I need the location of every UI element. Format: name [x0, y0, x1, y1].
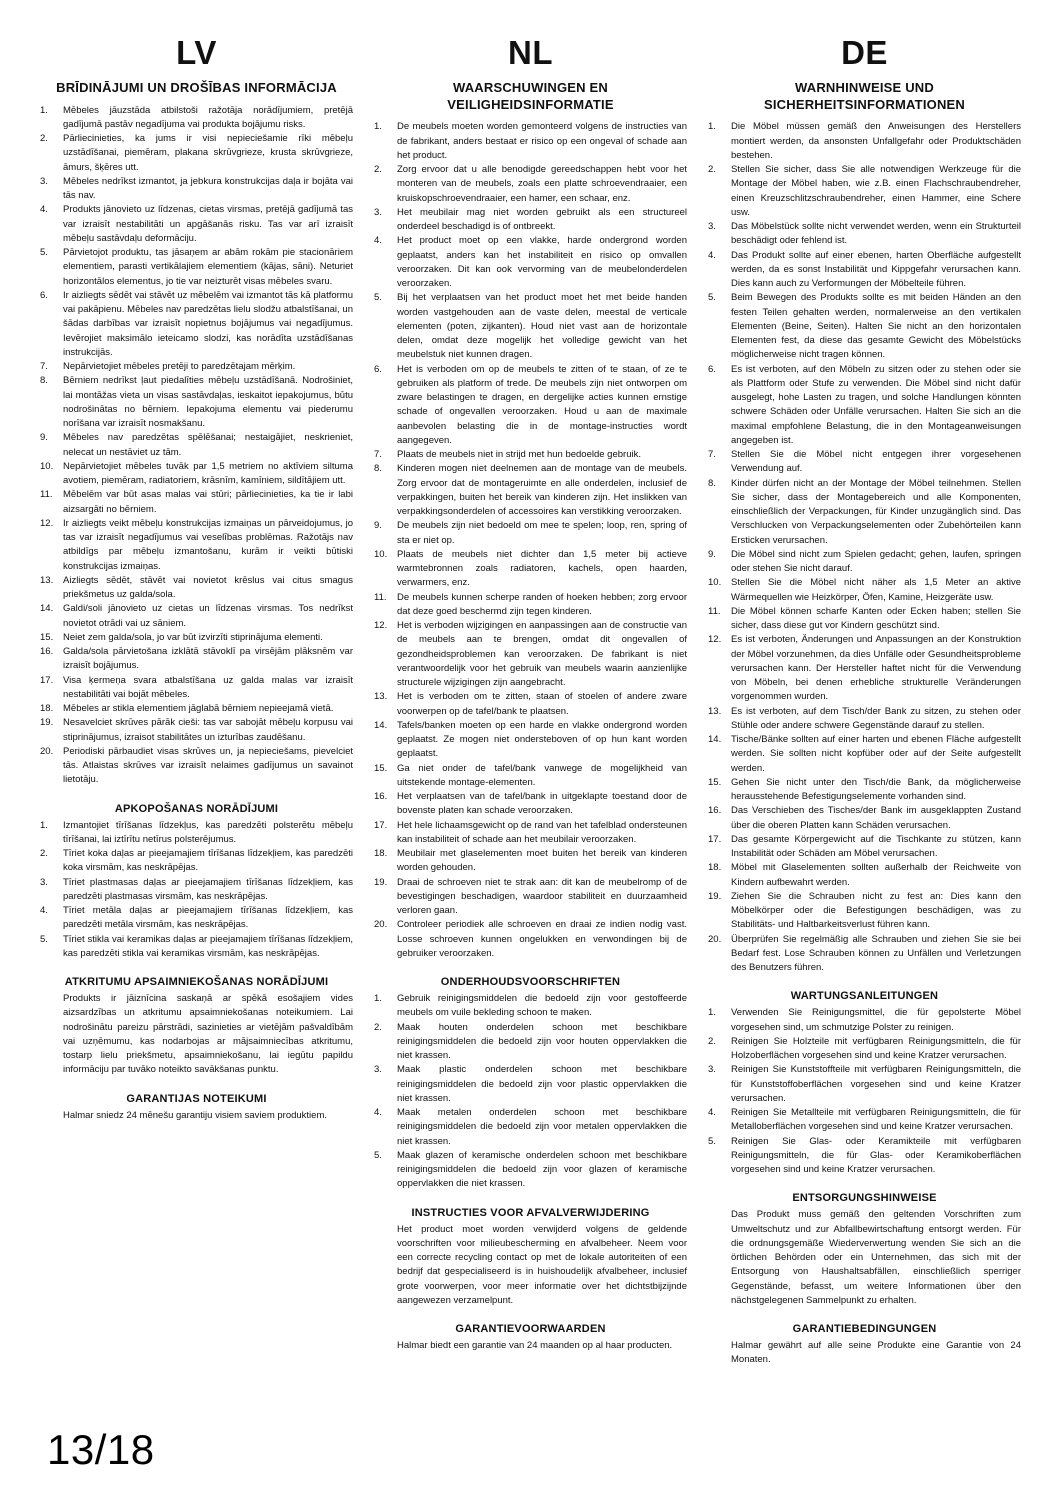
item-number: 13.: [40, 574, 54, 586]
item-text: Mēbeles jāuzstāda atbilstoši ražotāja norādījumiem, pretējā gadījumā pastāv negadījuma vai produkta bojājumu risks.: [63, 104, 353, 130]
item-text: De meubels zijn niet bedoeld om mee te spelen; loop, ren, spring of sta er niet op.: [397, 520, 687, 546]
item-text: Tīriet koka daļas ar pieejamajiem tīrīšanas līdzekļiem, kas paredzēti koka virsmām, kas neskrāpējas.: [63, 848, 353, 874]
section-item-list: [708, 1006, 1021, 1177]
warning-item: [708, 249, 1021, 292]
item-text: Die Möbel sind nicht zum Spielen gedacht; gehen, laufen, springen oder stehen Sie nicht darauf.: [731, 548, 1021, 575]
item-number: 16.: [708, 805, 722, 817]
warning-item: [374, 291, 687, 362]
section-item: [40, 904, 353, 933]
warning-item: [40, 431, 353, 460]
item-number: 18.: [40, 703, 54, 715]
section-paragraph: Het product moet worden verwijderd volgens de geldende voorschriften voor milieubescherming en afvalbeheer. Neem voor een correcte recycling contact op met de lokale autoriteiten of een bedrijf dat gespecialiseerd is in huishoudelijk afvalbeheer, inclusief grote voorwerpen, voor meer informatie over het dichtstbijzijnde aangewezen verzamelpunt.: [397, 1223, 687, 1306]
item-text: Gehen Sie nicht unter den Tisch/die Bank, da möglicherweise herausstehende Befestigungselemente vorhanden sind.: [731, 776, 1021, 803]
item-number: 15.: [374, 762, 388, 774]
item-text: Reinigen Sie Holzteile mit verfügbaren Reinigungsmitteln, die für Holzoberflächen vorgesehen sind und keine Kratzer verursachen.: [731, 1035, 1021, 1062]
section-heading: INSTRUCTIES VOOR AFVALVERWIJDERING: [411, 1206, 650, 1219]
section-heading: WARTUNGSANLEITUNGEN: [790, 990, 939, 1003]
section-heading: ONDERHOUDSVOORSCHRIFTEN: [440, 976, 621, 989]
item-text: Het verplaatsen van de tafel/bank in uitgeklapte toestand door de bovenste platen kan schade veroorzaken.: [397, 791, 687, 817]
item-number: 5.: [374, 292, 382, 304]
warning-item: [374, 462, 687, 519]
warning-item: [374, 448, 687, 462]
section-item: [40, 847, 353, 876]
item-text: Nesavelciet skrūves pārāk cieši: tas var sabojāt mēbeļu korpusu vai stiprinājumus, izraisot stabilitātes un izturības zaudēšanu.: [63, 717, 353, 743]
item-number: 3.: [708, 221, 716, 233]
item-text: Pārliecinieties, ka jums ir visi nepieciešamie rīki mēbeļu uzstādīšanai, piemēram, plakana skrūvgrieze, krusta skrūvgrieze, āmurs, šķēres utt.: [63, 133, 353, 173]
warning-item: [708, 633, 1021, 704]
item-number: 2.: [374, 1021, 382, 1033]
item-text: De meubels moeten worden gemonteerd volgens de instructies van de fabrikant, anders bestaat er risico op een ongeval of schade aan het product.: [397, 121, 687, 161]
item-text: Kinderen mogen niet deelnemen aan de montage van de meubels. Zorg ervoor dat de montageruimte en alle onderdelen, inclusief de verpakkingen, buiten het bereik van kinderen zijn. Het inslikken van verpakkingsonderdelen of accessoires kan verstikking veroorzaken.: [397, 463, 687, 518]
item-text: Draai de schroeven niet te strak aan: dit kan de meubelromp of de bevestigingen beschadigen, waardoor stabiliteit en duurzaamheid verloren gaan.: [397, 876, 687, 917]
item-number: 11.: [374, 591, 387, 603]
item-text: Visa ķermeņa svara atbalstīšana uz galda malas var izraisīt nestabilitāti vai bojāt mēbeles.: [63, 674, 353, 700]
section-item: [374, 1021, 687, 1064]
item-number: 2.: [708, 164, 716, 176]
item-number: 1.: [40, 104, 48, 116]
item-text: Ir aizliegts sēdēt vai stāvēt uz mēbelēm vai izmantot tās kā platformu vai pakāpienu. Mēbeles nav paredzētas lielu slodžu atbalstīšanai, un šādas darbības var izraisīt nopietnus bojājumus vai negadījumus. Ievērojiet maksimālo ieteicamo slodzi, kas norādīta uzstādīšanas instrukcijās.: [63, 289, 353, 358]
warning-item: [374, 206, 687, 235]
item-number: 8.: [374, 463, 382, 475]
item-number: 5.: [374, 1149, 382, 1161]
item-text: Tafels/banken moeten op een harde en vlakke ondergrond worden geplaatst. Ze mogen niet ondersteboven of op hun kant worden geplaatst.: [397, 719, 687, 760]
warning-item: [40, 488, 353, 517]
item-number: 16.: [374, 791, 388, 803]
section-heading: GARANTIEVOORWAARDEN: [455, 1323, 606, 1336]
warning-item-list: [374, 120, 687, 961]
item-number: 4.: [708, 249, 716, 261]
warning-item: [40, 631, 353, 645]
item-text: Das gesamte Körpergewicht auf die Tischkante zu stützen, kann Instabilität oder Schäden am Möbel verursachen.: [731, 833, 1021, 860]
item-text: Controleer periodiek alle schroeven en draai ze indien nodig vast. Losse schroeven kunnen ongelukken en verwondingen bij de gebruiker veroorzaken.: [397, 919, 687, 959]
section-item: [374, 1149, 687, 1192]
item-number: 12.: [708, 634, 722, 646]
warning-item: [40, 360, 353, 374]
item-number: 18.: [708, 862, 722, 874]
item-text: Het product moet op een vlakke, harde ondergrond worden geplaatst, anders kan het instabiliteit en risico op omvallen veroorzaken. Dit kan ook vervorming van de meubelonderdelen veroorzaken.: [397, 235, 687, 290]
item-number: 6.: [708, 363, 716, 375]
item-number: 5.: [40, 247, 48, 259]
item-number: 13.: [374, 691, 388, 703]
item-text: Stellen Sie sicher, dass Sie alle notwendigen Werkzeuge für die Montage der Möbel haben, wie z.B. einen Flachschraubendreher, einen Kreuzschlitzschraubendreher, einen Hammer, eine Schere usw.: [731, 164, 1021, 218]
language-code-heading: DE: [841, 34, 888, 71]
warning-item: [374, 519, 687, 548]
item-number: 3.: [40, 175, 48, 187]
item-number: 14.: [40, 603, 54, 615]
item-number: 9.: [708, 548, 716, 560]
language-code-heading: LV: [176, 34, 217, 71]
section-paragraph: Halmar biedt een garantie van 24 maanden op al haar producten.: [397, 1340, 673, 1352]
warning-item: [374, 762, 687, 791]
item-text: Mēbeles nav paredzētas spēlēšanai; nestaigājiet, neskrieniet, nelecat un nestāviet uz tām.: [63, 432, 353, 458]
column-title-line: WAARSCHUWINGEN EN: [452, 79, 609, 95]
item-text: Das Verschieben des Tisches/der Bank im ausgeklappten Zustand über die oberen Platten kann Schäden verursachen.: [731, 805, 1021, 831]
section-heading: ENTSORGUNGSHINWEISE: [792, 1192, 937, 1205]
item-number: 19.: [708, 890, 722, 902]
item-text: Maak plastic onderdelen schoon met beschikbare reinigingsmiddelen die bedoeld zijn voor plastic oppervlakken die niet krassen.: [397, 1064, 687, 1104]
item-number: 14.: [708, 734, 722, 746]
column-title: [708, 80, 1021, 114]
item-number: 3.: [40, 876, 48, 888]
item-text: Produkts jānovieto uz līdzenas, cietas virsmas, pretējā gadījumā tas var izraisīt nestabilitāti un apgāšanās risku. Tas var arī izraisīt mēbeļu sastāvdaļu deformāciju.: [63, 204, 353, 244]
item-text: Es ist verboten, auf dem Tisch/der Bank zu sitzen, zu stehen oder Stühle oder andere schwere Gegenstände darauf zu stellen.: [731, 705, 1021, 731]
column-title-line: BRĪDINĀJUMI UN DROŠĪBAS INFORMĀCIJA: [56, 79, 337, 95]
item-number: 12.: [374, 620, 388, 632]
warning-item: [40, 645, 353, 674]
warning-item: [708, 291, 1021, 362]
warning-item-list: [708, 120, 1021, 975]
warning-item: [708, 548, 1021, 577]
item-text: Ir aizliegts veikt mēbeļu konstrukcijas izmaiņas un pārveidojumus, jo tas var izraisīt negadījumus vai veselības problēmas. Ražotājs nav atbildīgs par mēbeļu izmantošanu, kurām ir veikti būtiski konstrukcijas izmaiņas.: [63, 517, 353, 572]
item-number: 2.: [374, 164, 382, 176]
warning-item: [374, 591, 687, 620]
section-item: [40, 819, 353, 848]
column-lv: [40, 36, 353, 1123]
warning-item: [708, 605, 1021, 634]
item-text: Tīriet stikla vai keramikas daļas ar pieejamajiem tīrīšanas līdzekļiem, kas paredzēti stikla vai keramikas virsmām, kas neskrāpējas.: [63, 933, 353, 959]
item-text: Gebruik reinigingsmiddelen die bedoeld zijn voor gestoffeerde meubels om vuile bekleding schoon te maken.: [397, 993, 687, 1019]
item-text: Pārvietojot produktu, tas jāsaņem ar abām rokām pie stacionāriem elementiem, parasti vertikālajiem elementiem (kājas, sāni). Neturiet horizontālos elementus, jo tie var neizturēt visas mēbeles svaru.: [63, 247, 353, 287]
item-text: Het meubilair mag niet worden gebruikt als een structureel onderdeel beschadigd is of ontbreekt.: [397, 206, 687, 233]
warning-item: [40, 602, 353, 631]
warning-item: [40, 203, 353, 246]
item-text: Es ist verboten, Änderungen und Anpassungen an der Konstruktion der Möbel vorzunehmen, da dies Unfälle oder Gesundheitsprobleme verursachen kann. Der Hersteller haftet nicht für die Verwendung von Möbeln, bei denen erhebliche strukturelle Veränderungen vorgenommen wurden.: [731, 634, 1021, 703]
item-number: 11.: [708, 605, 721, 617]
warning-item: [374, 120, 687, 163]
item-text: Überprüfen Sie regelmäßig alle Schrauben und ziehen Sie sie bei Bedarf fest. Lose Schrauben können zu Unfällen und Verletzungen des Benutzers führen.: [731, 933, 1021, 974]
item-text: Het is verboden om te zitten, staan of stoelen of andere zware voorwerpen op de tafel/bank te plaatsen.: [397, 691, 687, 717]
item-text: Tīriet plastmasas daļas ar pieejamajiem tīrīšanas līdzekļiem, kas paredzēti plastmasas virsmām, kas neskrāpējas.: [63, 876, 353, 902]
item-number: 7.: [708, 449, 716, 461]
item-text: Periodiski pārbaudiet visas skrūves un, ja nepieciešams, pievelciet tās. Atlaistas skrūves var izraisīt nelaimes gadījumus un savainot lietotāju.: [63, 745, 353, 786]
warning-item: [708, 861, 1021, 890]
warning-item: [40, 132, 353, 175]
item-text: Het is verboden om op de meubels te zitten of te staan, of ze te gebruiken als platform of trede. De meubels zijn niet ontworpen om zware belastingen te dragen, en dergelijke acties kunnen ernstige schade of ongevallen veroorzaken. Houd u aan de maximale aanbevolen belasting die in de montage-instructies wordt aangegeven.: [397, 363, 687, 446]
item-number: 8.: [708, 477, 716, 489]
warning-item: [40, 175, 353, 204]
warning-item: [40, 517, 353, 574]
item-number: 14.: [374, 719, 388, 731]
item-number: 2.: [40, 133, 48, 145]
column-title-line: VEILIGHEIDSINFORMATIE: [447, 96, 614, 112]
item-number: 11.: [40, 489, 53, 501]
warning-item: [40, 716, 353, 745]
section-heading: APKOPOŠANAS NORĀDĪJUMI: [114, 802, 279, 815]
item-text: Galdi/soli jānovieto uz cietas un līdzenas virsmas. Tos nedrīkst novietot otrādi vai uz sāniem.: [63, 603, 353, 629]
warning-item: [708, 776, 1021, 805]
warning-item: [708, 705, 1021, 734]
item-number: 1.: [374, 121, 382, 133]
warning-item: [708, 733, 1021, 776]
column-title-line: WARNHINWEISE UND: [795, 79, 934, 95]
item-number: 3.: [708, 1064, 716, 1076]
warning-item: [40, 289, 353, 360]
section-item-list: [374, 992, 687, 1192]
item-text: Möbel mit Glaselementen sollten außerhalb der Reichweite von Kindern aufbewahrt werden.: [731, 862, 1021, 888]
section-heading: GARANTIJAS NOTEIKUMI: [126, 1092, 267, 1105]
warning-item: [708, 448, 1021, 477]
item-number: 20.: [40, 745, 54, 757]
warning-item: [708, 933, 1021, 976]
item-text: Beim Bewegen des Produkts sollte es mit beiden Händen an den festen Teilen gehalten werden, normalerweise an den vertikalen Elementen (Beine, Seiten). Halten Sie nicht an den horizontalen Elementen fest, da diese das gesamte Gewicht des Möbelstücks möglicherweise nicht tragen können.: [731, 292, 1021, 361]
section-item-list: [40, 819, 353, 962]
item-text: Reinigen Sie Glas- oder Keramikteile mit verfügbaren Reinigungsmitteln, die für Glas- oder Keramikoberflächen vorgesehen sind und keine Kratzer verursachen.: [731, 1135, 1021, 1176]
item-text: Meubilair met glaselementen moet buiten het bereik van kinderen worden gehouden.: [397, 848, 687, 874]
item-number: 5.: [40, 933, 48, 945]
warning-item: [374, 819, 687, 848]
item-text: Das Produkt sollte auf einer ebenen, harten Oberfläche aufgestellt werden, da es sonst Instabilität und Kippgefahr verursachen kann. Dies kann auch zu Verformungen der Möbelteile führen.: [731, 249, 1021, 290]
warning-item: [374, 847, 687, 876]
item-text: Maak houten onderdelen schoon met beschikbare reinigingsmiddelen die bedoeld zijn voor houten oppervlakken die niet krassen.: [397, 1021, 687, 1062]
item-text: Verwenden Sie Reinigungsmittel, die für gepolsterte Möbel vorgesehen sind, um schmutzige Polster zu reinigen.: [731, 1007, 1021, 1033]
item-number: 10.: [708, 577, 722, 589]
item-text: Plaats de meubels niet in strijd met hun bedoelde gebruik.: [397, 449, 641, 461]
item-text: Stellen Sie die Möbel nicht näher als 1,5 Meter an aktive Wärmequellen wie Heizkörper, Öfen, Kamine, Heizgeräte usw.: [731, 577, 1021, 603]
section-item: [708, 1035, 1021, 1064]
section-item: [708, 1135, 1021, 1178]
item-text: Bij het verplaatsen van het product moet het met beide handen worden vastgehouden aan de vaste delen, meestal de verticale elementen (poten, zijkanten). Houd niet vast aan de horizontale delen, omdat deze mogelijk het volledige gewicht van het meubelstuk niet kunnen dragen.: [397, 292, 687, 361]
item-text: Maak metalen onderdelen schoon met beschikbare reinigingsmiddelen die bedoeld zijn voor metalen oppervlakken die niet krassen.: [397, 1107, 687, 1147]
item-number: 19.: [374, 876, 388, 888]
item-text: Het hele lichaamsgewicht op de rand van het tafelblad ondersteunen kan instabiliteit of schade aan het meubilair veroorzaken.: [397, 819, 687, 845]
item-text: Aizliegts sēdēt, stāvēt vai novietot krēslus vai citus smagus priekšmetus uz galda/sola.: [63, 574, 353, 601]
item-text: Reinigen Sie Metallteile mit verfügbaren Reinigungsmitteln, die für Metalloberflächen vorgesehen sind und keine Kratzer verursachen.: [731, 1107, 1021, 1133]
item-text: Es ist verboten, auf den Möbeln zu sitzen oder zu stehen oder sie als Plattform oder Stufe zu verwenden. Die Möbel sind nicht dafür ausgelegt, hohe Lasten zu tragen, und solche Handlungen könnten schwere Schäden oder Unfälle verursachen. Halten Sie sich an die maximal empfohlene Belastung, die in den Montageanweisungen angegeben ist.: [731, 363, 1021, 446]
item-number: 12.: [40, 517, 54, 529]
item-text: Stellen Sie die Möbel nicht entgegen ihrer vorgesehenen Verwendung auf.: [731, 449, 1021, 475]
item-text: Das Möbelstück sollte nicht verwendet werden, wenn ein Strukturteil beschädigt oder fehlend ist.: [731, 221, 1021, 247]
item-number: 3.: [374, 1064, 382, 1076]
warning-item: [708, 576, 1021, 605]
warning-item: [708, 163, 1021, 220]
item-text: Mēbeles nedrīkst izmantot, ja jebkura konstrukcijas daļa ir bojāta vai tās nav.: [63, 175, 353, 202]
item-text: Bērniem nedrīkst ļaut piedalīties mēbeļu uzstādīšanā. Nodrošiniet, lai montāžas vieta un visas sastāvdaļas, ieskaitot iepakojumus, būtu nodrošinātas no bērniem. Iepakojuma elementu vai piederumu norīšana var izraisīt nosmakšanu.: [63, 375, 353, 430]
warning-item: [40, 745, 353, 788]
section-paragraph: Das Produkt muss gemäß den geltenden Vorschriften zum Umweltschutz und zur Abfallbewirtschaftung entsorgt werden. Für die ordnungsgemäße Wiederverwertung wenden Sie sich an die örtlichen Behörden oder ein Unternehmen, das sich mit der Entsorgung von Haushaltsabfällen, einschließlich sperriger Gegenstände, befasst, um weitere Informationen über den nächstgelegenen Sammelpunkt zu erhalten.: [731, 1209, 1021, 1306]
warning-item: [708, 804, 1021, 833]
item-number: 4.: [374, 235, 382, 247]
section-item: [40, 933, 353, 962]
item-text: De meubels kunnen scherpe randen of hoeken hebben; zorg ervoor dat deze goed beschermd zijn tegen kinderen.: [397, 591, 687, 617]
item-text: Kinder dürfen nicht an der Montage der Möbel teilnehmen. Stellen Sie sicher, dass der Montagebereich und alle Komponenten, einschließlich der Verpackungen, für Kinder unzugänglich sind. Das Verschlucken von Verpackungselementen oder Zubehörteilen kann Ersticken verursachen.: [731, 477, 1021, 546]
item-text: Galda/sola pārvietošana izklātā stāvoklī pa virsējām plāksnēm var izraisīt bojājumus.: [63, 646, 353, 672]
item-text: Plaats de meubels niet dichter dan 1,5 meter bij actieve warmtebronnen zoals radiatoren, kachels, open haarden, verwarmers, enz.: [397, 548, 687, 589]
item-number: 4.: [40, 204, 48, 216]
item-text: Neiet zem galda/sola, jo var būt izvirzīti stiprinājuma elementi.: [63, 631, 323, 643]
item-number: 20.: [708, 933, 722, 945]
item-text: Die Möbel können scharfe Kanten oder Ecken haben; stellen Sie sicher, dass diese gut vor Kindern geschützt sind.: [731, 605, 1021, 632]
item-text: Maak glazen of keramische onderdelen schoon met beschikbare reinigingsmiddelen die bedoeld zijn voor glazen of keramische oppervlakken die niet krassen.: [397, 1149, 687, 1190]
item-number: 13.: [708, 705, 722, 717]
warning-item: [40, 246, 353, 289]
warning-item: [374, 163, 687, 206]
page-number: 13/18: [47, 1426, 155, 1473]
column-title: [40, 80, 353, 97]
item-number: 19.: [40, 717, 54, 729]
item-text: Ziehen Sie die Schrauben nicht zu fest an: Dies kann den Möbelkörper oder die Befestigungen beschädigen, was zu Stabilitäts- und Haltbarkeitsverlust führen kann.: [731, 890, 1021, 931]
item-text: Tīriet metāla daļas ar pieejamajiem tīrīšanas līdzekļiem, kas paredzēti metāla virsmām, kas neskrāpējas.: [63, 905, 353, 931]
section-item: [708, 1063, 1021, 1106]
warning-item: [374, 234, 687, 291]
item-text: Reinigen Sie Kunststoffteile mit verfügbaren Reinigungsmitteln, die für Kunststoffoberflächen vorgesehen sind und keine Kratzer verursachen.: [731, 1064, 1021, 1104]
warning-item: [708, 120, 1021, 163]
item-text: Tische/Bänke sollten auf einer harten und ebenen Fläche aufgestellt werden. Sie sollten nicht kopfüber oder auf der Seite aufgestellt werden.: [731, 734, 1021, 774]
item-number: 1.: [708, 1007, 716, 1019]
item-text: Zorg ervoor dat u alle benodigde gereedschappen hebt voor het monteren van de meubels, zoals een platte schroevendraaier, een kruiskopschroevendraaier, een hamer, een schaar, enz.: [397, 164, 687, 204]
section-heading: GARANTIEBEDINGUNGEN: [792, 1323, 937, 1336]
item-number: 6.: [374, 363, 382, 375]
item-text: Ga niet onder de tafel/bank vanwege de mogelijkheid van uitstekende montage-elementen.: [397, 762, 687, 788]
item-number: 9.: [374, 520, 382, 532]
item-number: 2.: [708, 1035, 716, 1047]
item-text: Het is verboden wijzigingen en aanpassingen aan de constructie van de meubels aan te brengen, omdat dit ongevallen of gezondheidsproblemen kan veroorzaken. De fabrikant is niet verantwoordelijk voor het gebruik van meubels waarin aanzienlijke structurele wijzigingen zijn aangebracht.: [397, 620, 687, 689]
item-number: 4.: [40, 905, 48, 917]
section-heading: ATKRITUMU APSAIMNIEKOŠANAS NORĀDĪJUMI: [64, 976, 329, 989]
item-number: 17.: [708, 833, 722, 845]
column-de: [708, 36, 1021, 1368]
item-number: 1.: [40, 819, 48, 831]
warning-item: [374, 790, 687, 819]
item-number: 17.: [374, 819, 388, 831]
item-number: 5.: [708, 1135, 716, 1147]
column-nl: [374, 36, 687, 1353]
warning-item: [374, 719, 687, 762]
warning-item: [40, 574, 353, 603]
warning-item: [374, 690, 687, 719]
item-text: Die Möbel müssen gemäß den Anweisungen des Herstellers montiert werden, da ansonsten Unfallgefahr oder Produktschäden bestehen.: [731, 121, 1021, 161]
item-number: 18.: [374, 848, 388, 860]
item-number: 6.: [40, 289, 48, 301]
item-number: 4.: [708, 1107, 716, 1119]
section-item: [374, 1063, 687, 1106]
item-number: 7.: [40, 361, 48, 373]
warning-item: [708, 833, 1021, 862]
section-paragraph: Produkts ir jāiznīcina saskaņā ar spēkā esošajiem vides aizsardzības un atkritumu apsaimniekošanas noteikumiem. Lai nodrošinātu pareizu pārstrādi, sazinieties ar vietējām pašvaldībām vai uzņēmumu, kas nodarbojas ar mājsaimniecības atkritumu, tostarp lielu priekšmetu, apsaimniekošanu, lai iegūtu papildu informāciju par tuvāko noteikto savākšanas punktu.: [63, 993, 353, 1076]
warning-item: [708, 220, 1021, 249]
section-item: [708, 1106, 1021, 1135]
language-code-heading: NL: [508, 34, 553, 71]
item-number: 7.: [374, 449, 382, 461]
item-number: 2.: [40, 848, 48, 860]
item-number: 9.: [40, 432, 48, 444]
section-paragraph: Halmar gewährt auf alle seine Produkte eine Garantie von 24 Monaten.: [731, 1340, 1021, 1366]
warning-item: [40, 702, 353, 716]
section-paragraph: Halmar sniedz 24 mēnešu garantiju visiem saviem produktiem.: [63, 1109, 328, 1121]
item-number: 10.: [40, 460, 54, 472]
item-number: 5.: [708, 292, 716, 304]
item-number: 1.: [708, 121, 716, 133]
item-number: 20.: [374, 919, 388, 931]
warning-item: [708, 890, 1021, 933]
item-text: Nepārvietojiet mēbeles tuvāk par 1,5 metriem no aktīviem siltuma avotiem, piemēram, radiatoriem, krāsnīm, kamīniem, sildītājiem utt.: [63, 460, 353, 487]
warning-item: [40, 104, 353, 133]
item-number: 15.: [40, 631, 54, 643]
item-text: Mēbelēm var būt asas malas vai stūri; pārliecinieties, ka tie ir labi aizsargāti no bērniem.: [63, 489, 353, 515]
section-item: [374, 1106, 687, 1149]
warning-item: [40, 460, 353, 489]
item-text: Nepārvietojiet mēbeles pretēji to paredzētajam mērķim.: [63, 361, 296, 373]
item-number: 17.: [40, 674, 54, 686]
column-title: [374, 80, 687, 114]
warning-item: [40, 374, 353, 431]
item-number: 3.: [374, 206, 382, 218]
item-number: 10.: [374, 548, 388, 560]
item-number: 4.: [374, 1107, 382, 1119]
warning-item: [374, 363, 687, 449]
warning-item: [40, 674, 353, 703]
item-text: Izmantojiet tīrīšanas līdzekļus, kas paredzēti polsterētu mēbeļu tīrīšanai, lai iztīrītu netīrus polsterējumus.: [63, 819, 353, 845]
warning-item: [374, 876, 687, 919]
warning-item: [708, 477, 1021, 548]
item-number: 8.: [40, 375, 48, 387]
section-item: [374, 992, 687, 1021]
item-number: 16.: [40, 646, 54, 658]
section-item: [40, 876, 353, 905]
warning-item: [374, 619, 687, 690]
item-text: Mēbeles ar stikla elementiem jāglabā bērniem nepieejamā vietā.: [63, 703, 334, 715]
column-title-line: SICHERHEITSINFORMATIONEN: [763, 96, 965, 112]
item-number: 1.: [374, 993, 382, 1005]
warning-item: [708, 363, 1021, 449]
section-item: [708, 1006, 1021, 1035]
warning-item-list: [40, 104, 353, 788]
warning-item: [374, 918, 687, 961]
item-number: 15.: [708, 776, 722, 788]
warning-item: [374, 548, 687, 591]
